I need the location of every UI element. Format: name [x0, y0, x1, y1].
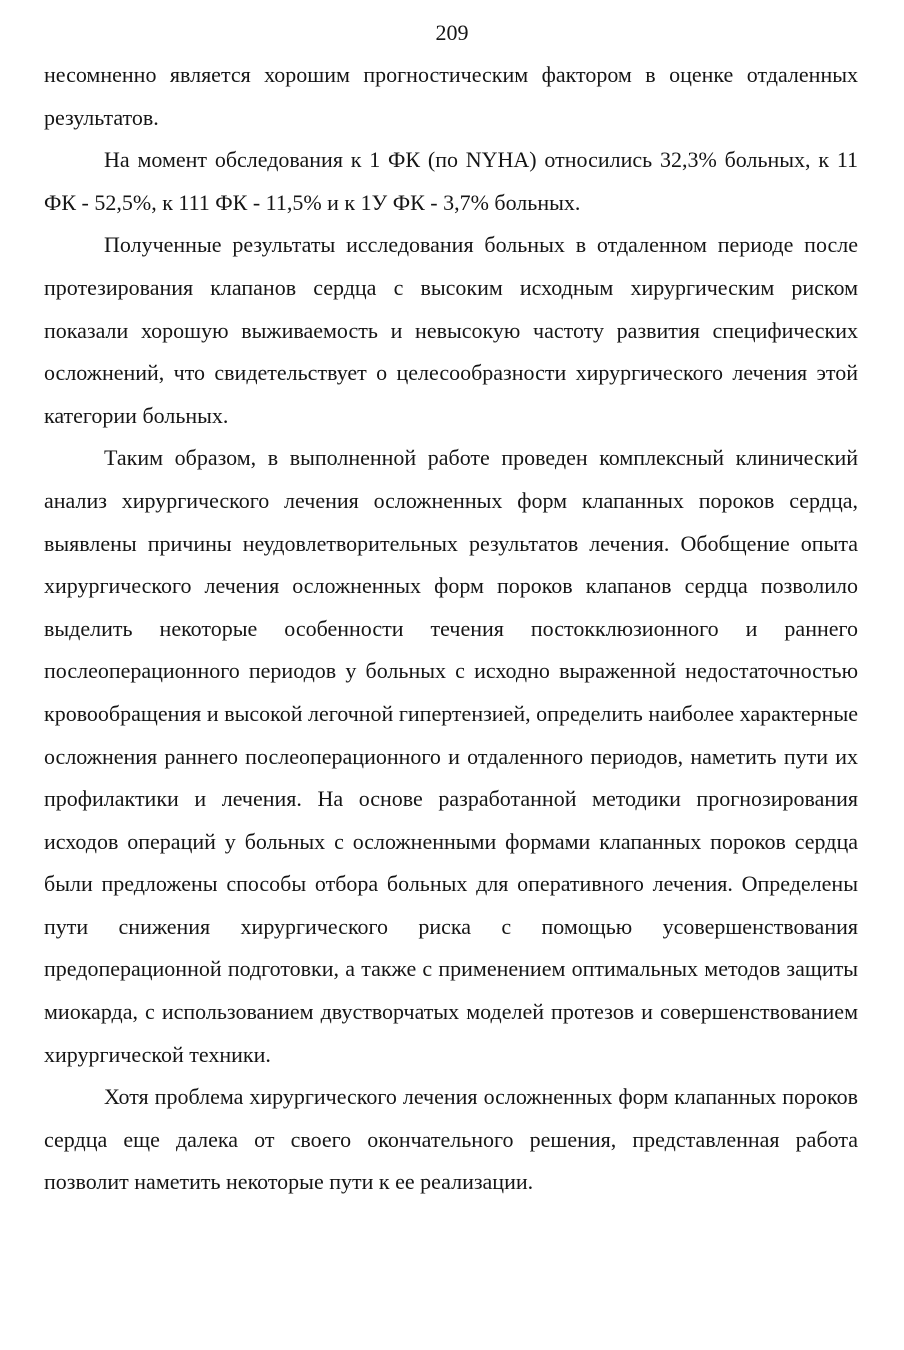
paragraph-conclusion: Таким образом, в выполненной работе проведен комплексный клинический анализ хирургического лечения осложненных форм клапанных пороков сердца, выявлены причины неудовлетворительных результатов лечения. Обобщение опыта хирургического лечения осложненных форм пороков клапанов сердца позволило выделить некоторые особенности течения постокклюзионного и раннего послеоперационного периодов у больных с исходно выраженной недостаточностью кровообращения и высокой легочной гипертензией, определить наиболее характерные осложнения раннего послеоперационного и отдаленного периодов, наметить пути их профилактики и лечения. На основе разработанной методики прогнозирования исходов операций у больных с осложненными формами клапанных пороков сердца были предложены способы отбора больных для оперативного лечения. Определены пути снижения хирургического риска с помощью усовершенствования предоперационной подготовки, а также с применением оптимальных методов защиты миокарда, с использованием двустворчатых моделей протезов и совершенствованием хирургической техники.	[44, 445, 858, 1067]
paragraph-final: Хотя проблема хирургического лечения осложненных форм клапанных пороков сердца еще далека от своего окончательного решения, представленная работа позволит наметить некоторые пути к ее реализации.	[44, 1084, 858, 1195]
paragraph-results: Полученные результаты исследования больных в отдаленном периоде после протезирования клапанов сердца с высоким исходным хирургическим риском показали хорошую выживаемость и невысокую частоту развития специфических осложнений, что свидетельствует о целесообразности хирургического лечения этой категории больных.	[44, 232, 858, 428]
paragraph-continuation: несомненно является хорошим прогностическим фактором в оценке отдаленных результатов.	[44, 62, 858, 130]
page-number: 209	[435, 20, 469, 45]
body-text	[44, 54, 858, 1204]
paragraph-functional-class: На момент обследования к 1 ФК (по NYHA) относились 32,3% больных, к 11 ФК - 52,5%, к 111 ФК - 11,5% и к 1У ФК - 3,7% больных.	[44, 147, 858, 215]
